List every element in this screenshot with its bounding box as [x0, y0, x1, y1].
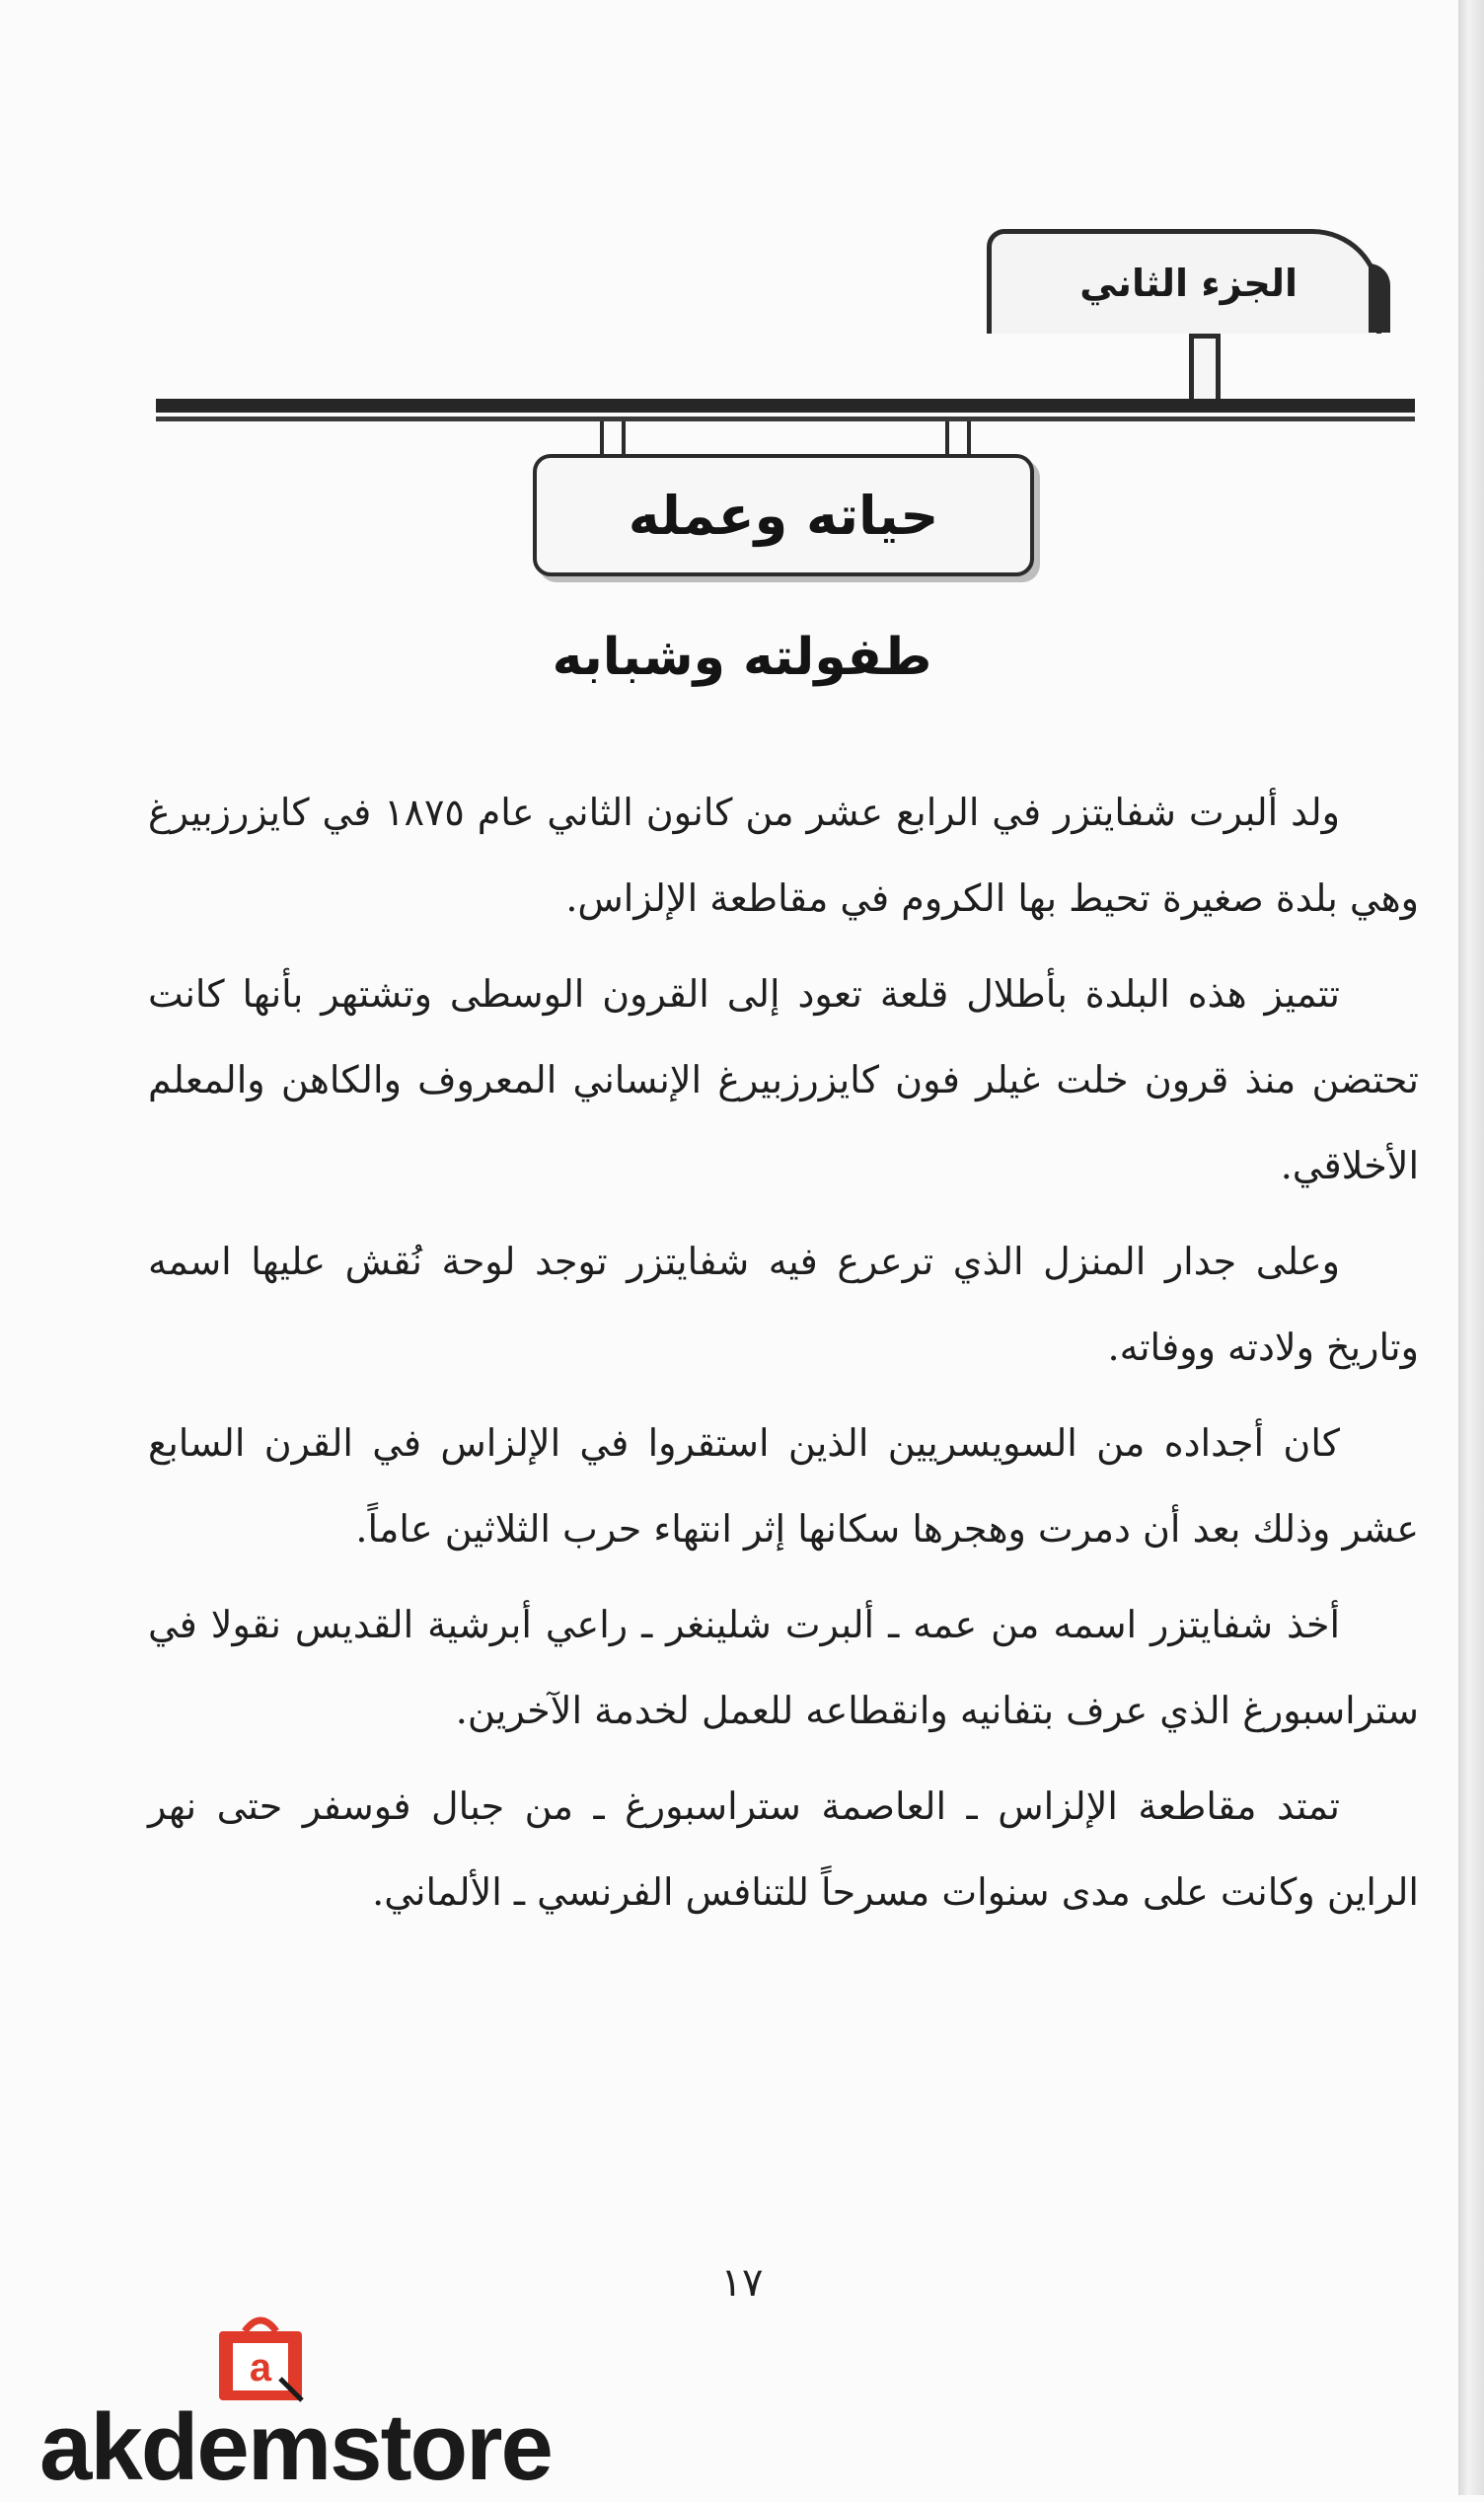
paragraph: أخذ شفايتزر اسمه من عمه ـ ألبرت شلينغر ـ راعي أبرشية القديس نقولا في ستراسبورغ الذي عرف بتفانيه وانقطاعه للعمل لخدمة الآخرين. [148, 1603, 1419, 1732]
bag-letter: a [249, 2346, 272, 2389]
paragraph: تمتد مقاطعة الإلزاس ـ العاصمة ستراسبورغ ـ من جبال فوسفر حتى نهر الراين وكانت على مدى سنوات مسرحاً للتنافس الفرنسي ـ الألماني. [148, 1784, 1419, 1914]
paragraph: تتميز هذه البلدة بأطلال قلعة تعود إلى القرون الوسطى وتشتهر بأنها كانت تحتضن منذ قرون خلت غيلر فون كايزرزبيرغ الإنساني المعروف والكاهن والمعلم الأخلاقي. [148, 972, 1419, 1187]
sign-hanger-right [945, 421, 971, 457]
part-header-tab [987, 229, 1381, 334]
shopping-bag-icon [207, 2310, 314, 2404]
store-logo-text: akdemstore [39, 2394, 552, 2500]
subsection-title: طفولته وشبابه [552, 628, 932, 687]
page-edge [1458, 0, 1484, 2495]
page-number: ١٧ [720, 2260, 764, 2306]
tab-post [1189, 334, 1221, 409]
section-sign [533, 454, 1034, 576]
header-rule-thick [156, 399, 1415, 413]
section-title: حياته وعمله [628, 484, 939, 547]
sign-hanger-left [600, 421, 626, 457]
paragraph: وعلى جدار المنزل الذي ترعرع فيه شفايتزر توجد لوحة نُقش عليها اسمه وتاريخ ولادته ووفاته. [148, 1240, 1419, 1369]
part-label: الجزء الثاني [1079, 262, 1298, 305]
paragraph: كان أجداده من السويسريين الذين استقروا في الإلزاس في القرن السابع عشر وذلك بعد أن دمرت وهجرها سكانها إثر انتهاء حرب الثلاثين عاماً. [148, 1421, 1419, 1551]
body-text [148, 770, 1419, 1945]
paragraph: ولد ألبرت شفايتزر في الرابع عشر من كانون الثاني عام ١٨٧٥ في كايزرزبيرغ وهي بلدة صغيرة تحيط بها الكروم في مقاطعة الإلزاس. [148, 791, 1419, 920]
header-rule-thin [156, 417, 1415, 421]
